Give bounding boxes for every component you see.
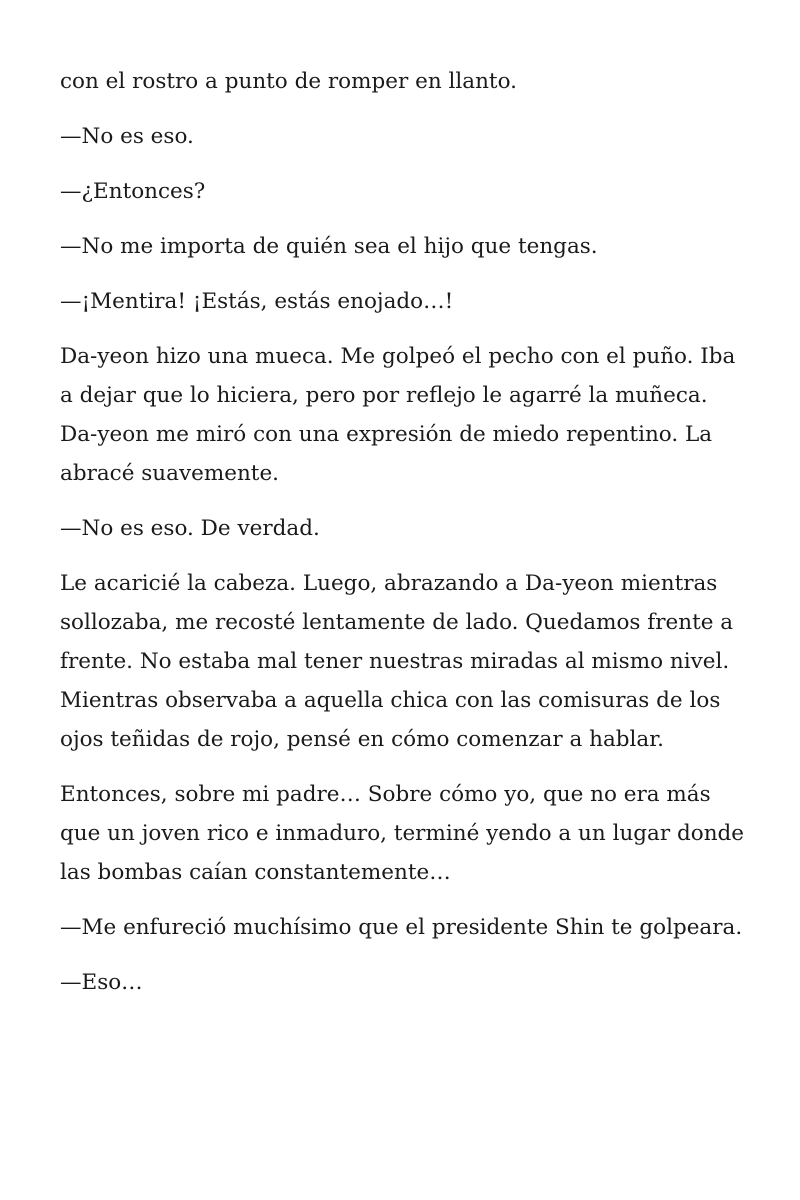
paragraph: Le acaricié la cabeza. Luego, abrazando a Da-yeon mientras sollozaba, me recosté lentamente de lado. Quedamos frente a frente. No estaba mal tener nuestras miradas al mismo nivel. Mientras observaba a aquella chica con las comisuras de los ojos teñidas de rojo, pensé en cómo comenzar a hablar.: [60, 571, 734, 752]
dialogue-line: —No me importa de quién sea el hijo que tengas.: [60, 234, 598, 259]
dialogue-line: —Me enfureció muchísimo que el presidente Shin te golpeara.: [60, 915, 743, 940]
paragraph: Da-yeon hizo una mueca. Me golpeó el pecho con el puño. Iba a dejar que lo hiciera, pero por reflejo le agarré la muñeca. Da-yeon me miró con una expresión de miedo repentino. La abracé suavemente.: [60, 344, 736, 486]
paragraph: Entonces, sobre mi padre… Sobre cómo yo, que no era más que un joven rico e inmaduro, terminé yendo a un lugar donde las bombas caían constantemente…: [60, 782, 745, 885]
paragraph: con el rostro a punto de romper en llanto.: [60, 69, 517, 94]
dialogue-line: —¡Mentira! ¡Estás, estás enojado…!: [60, 289, 454, 314]
dialogue-line: —¿Entonces?: [60, 179, 206, 204]
dialogue-line: —No es eso.: [60, 124, 194, 149]
dialogue-line: —Eso…: [60, 970, 143, 995]
document-page: [60, 62, 750, 1018]
dialogue-line: —No es eso. De verdad.: [60, 516, 320, 541]
